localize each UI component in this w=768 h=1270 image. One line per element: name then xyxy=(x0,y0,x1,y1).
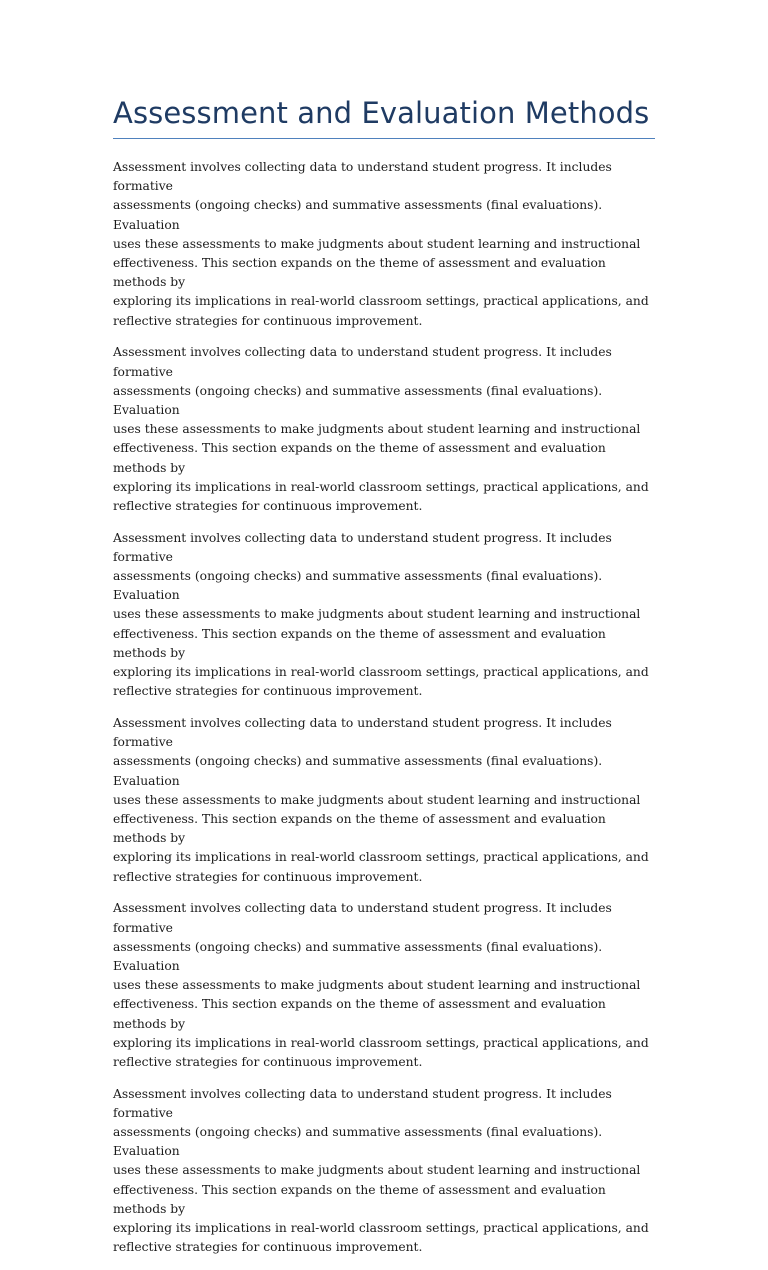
paragraph-line: reflective strategies for continuous improvement. xyxy=(113,1240,423,1255)
paragraph-line: Assessment involves collecting data to understand student progress. It includes formative xyxy=(113,345,612,379)
document-body xyxy=(113,158,655,1257)
paragraph-line: assessments (ongoing checks) and summative assessments (final evaluations). Evaluation xyxy=(113,1125,603,1159)
paragraph-line: reflective strategies for continuous improvement. xyxy=(113,684,423,699)
paragraph-line: reflective strategies for continuous improvement. xyxy=(113,313,423,328)
body-paragraph xyxy=(113,714,655,887)
paragraph-line: exploring its implications in real-world classroom settings, practical applications, and xyxy=(113,1221,649,1236)
document-page xyxy=(113,0,655,1270)
paragraph-line: reflective strategies for continuous improvement. xyxy=(113,1054,423,1069)
paragraph-line: uses these assessments to make judgments about student learning and instructional xyxy=(113,1163,641,1178)
body-paragraph xyxy=(113,343,655,516)
paragraph-line: uses these assessments to make judgments about student learning and instructional xyxy=(113,422,641,437)
paragraph-line: effectiveness. This section expands on the theme of assessment and evaluation methods by xyxy=(113,997,606,1031)
body-paragraph xyxy=(113,899,655,1072)
paragraph-line: Assessment involves collecting data to understand student progress. It includes formative xyxy=(113,530,612,564)
paragraph-line: assessments (ongoing checks) and summative assessments (final evaluations). Evaluation xyxy=(113,383,603,417)
paragraph-line: Assessment involves collecting data to understand student progress. It includes formative xyxy=(113,1086,612,1120)
paragraph-line: assessments (ongoing checks) and summative assessments (final evaluations). Evaluation xyxy=(113,569,603,603)
paragraph-line: exploring its implications in real-world classroom settings, practical applications, and xyxy=(113,1035,649,1050)
paragraph-line: uses these assessments to make judgments about student learning and instructional xyxy=(113,792,641,807)
body-paragraph xyxy=(113,158,655,331)
paragraph-line: uses these assessments to make judgments about student learning and instructional xyxy=(113,978,641,993)
paragraph-line: effectiveness. This section expands on the theme of assessment and evaluation methods by xyxy=(113,812,606,846)
body-paragraph xyxy=(113,529,655,702)
paragraph-line: Assessment involves collecting data to understand student progress. It includes formative xyxy=(113,160,612,194)
title-underline-rule xyxy=(113,138,655,139)
document-title: Assessment and Evaluation Methods xyxy=(113,96,650,130)
paragraph-line: assessments (ongoing checks) and summative assessments (final evaluations). Evaluation xyxy=(113,939,603,973)
body-paragraph xyxy=(113,1085,655,1258)
paragraph-line: effectiveness. This section expands on the theme of assessment and evaluation methods by xyxy=(113,441,606,475)
paragraph-line: uses these assessments to make judgments about student learning and instructional xyxy=(113,607,641,622)
paragraph-line: exploring its implications in real-world classroom settings, practical applications, and xyxy=(113,479,649,494)
paragraph-line: exploring its implications in real-world classroom settings, practical applications, and xyxy=(113,294,649,309)
paragraph-line: assessments (ongoing checks) and summative assessments (final evaluations). Evaluation xyxy=(113,198,603,232)
paragraph-line: effectiveness. This section expands on the theme of assessment and evaluation methods by xyxy=(113,626,606,660)
paragraph-line: Assessment involves collecting data to understand student progress. It includes formative xyxy=(113,901,612,935)
paragraph-line: assessments (ongoing checks) and summative assessments (final evaluations). Evaluation xyxy=(113,754,603,788)
paragraph-line: effectiveness. This section expands on the theme of assessment and evaluation methods by xyxy=(113,256,606,290)
paragraph-line: Assessment involves collecting data to understand student progress. It includes formative xyxy=(113,715,612,750)
paragraph-line: uses these assessments to make judgments about student learning and instructional xyxy=(113,236,641,251)
paragraph-line: exploring its implications in real-world classroom settings, practical applications, and xyxy=(113,850,649,865)
paragraph-line: effectiveness. This section expands on the theme of assessment and evaluation methods by xyxy=(113,1182,606,1216)
paragraph-line: reflective strategies for continuous improvement. xyxy=(113,869,423,884)
paragraph-line: reflective strategies for continuous improvement. xyxy=(113,498,423,513)
paragraph-line: exploring its implications in real-world classroom settings, practical applications, and xyxy=(113,665,649,680)
